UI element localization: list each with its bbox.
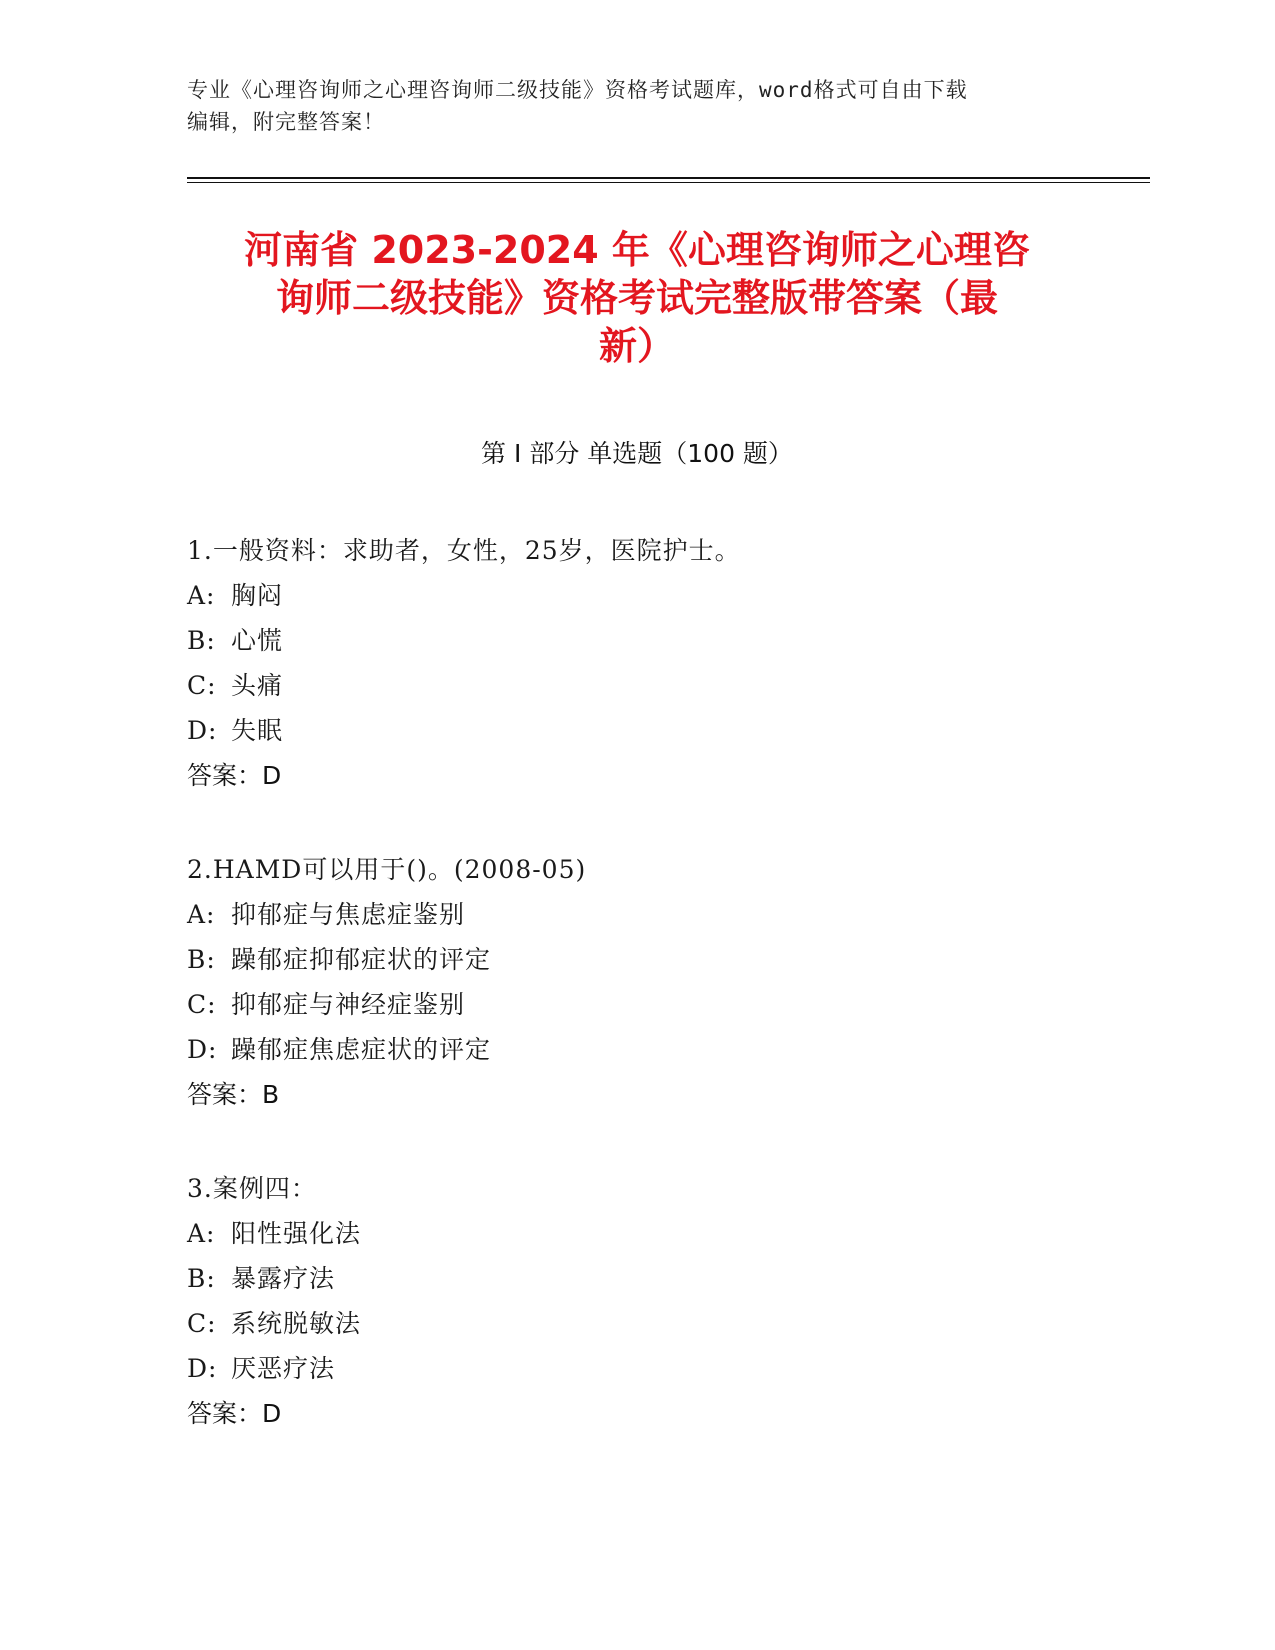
option-c <box>187 663 1087 708</box>
option-a <box>187 892 1087 937</box>
question-stem: 1.一般资料：求助者，女性，25岁，医院护士。 <box>187 536 741 565</box>
question-stem: 3.案例四： <box>187 1174 317 1203</box>
header-rule-thick <box>187 177 1150 179</box>
option-letter: A: <box>187 900 216 929</box>
document-title <box>187 226 1087 370</box>
question-2 <box>187 847 1087 1117</box>
option-b <box>187 618 1087 663</box>
question-3 <box>187 1166 1087 1436</box>
option-d <box>187 1027 1087 1072</box>
option-d <box>187 708 1087 753</box>
option-text: 失眠 <box>231 716 284 745</box>
option-text: 抑郁症与焦虑症鉴别 <box>231 900 466 929</box>
option-text: 厌恶疗法 <box>231 1354 336 1383</box>
option-letter: C: <box>187 990 217 1019</box>
option-text: 暴露疗法 <box>231 1264 336 1293</box>
header-note-line-2: 编辑，附完整答案！ <box>187 110 385 134</box>
answer-prefix: 答案： <box>187 1399 263 1428</box>
answer-prefix: 答案： <box>187 1080 263 1109</box>
option-letter: A: <box>187 1219 216 1248</box>
option-letter: B: <box>187 626 216 655</box>
option-d <box>187 1346 1087 1391</box>
answer-value: D <box>262 761 282 790</box>
document-title-line-2: 询师二级技能》资格考试完整版带答案（最 <box>275 276 998 320</box>
answer-line <box>187 753 1087 798</box>
option-letter: B: <box>187 1264 216 1293</box>
option-letter: A: <box>187 581 216 610</box>
document-title-line-3: 新） <box>598 324 675 368</box>
option-a <box>187 1211 1087 1256</box>
option-text: 心慌 <box>231 626 284 655</box>
option-a <box>187 573 1087 618</box>
header-rule-thin <box>187 182 1150 183</box>
question-stem: 2.HAMD可以用于()。(2008-05) <box>187 855 587 884</box>
option-c <box>187 1301 1087 1346</box>
option-text: 头痛 <box>231 671 284 700</box>
section-title: 第 I 部分 单选题（100 题） <box>481 439 793 468</box>
answer-prefix: 答案： <box>187 761 263 790</box>
option-text: 抑郁症与神经症鉴别 <box>231 990 466 1019</box>
option-letter: D: <box>187 1354 218 1383</box>
option-text: 躁郁症抑郁症状的评定 <box>231 945 492 974</box>
header-note <box>187 74 1067 138</box>
question-1 <box>187 528 1087 798</box>
option-text: 阳性强化法 <box>231 1219 362 1248</box>
option-c <box>187 982 1087 1027</box>
option-letter: C: <box>187 1309 217 1338</box>
document-title-line-1: 河南省 2023-2024 年《心理咨询师之心理咨 <box>244 228 1030 272</box>
option-text: 胸闷 <box>231 581 284 610</box>
answer-line <box>187 1072 1087 1117</box>
option-letter: D: <box>187 1035 218 1064</box>
option-letter: C: <box>187 671 217 700</box>
answer-line <box>187 1391 1087 1436</box>
option-b <box>187 1256 1087 1301</box>
header-note-line-1: 专业《心理咨询师之心理咨询师二级技能》资格考试题库，word格式可自由下载 <box>187 78 968 102</box>
answer-value: B <box>262 1080 280 1109</box>
question-list <box>187 528 1087 1485</box>
answer-value: D <box>262 1399 282 1428</box>
option-b <box>187 937 1087 982</box>
option-letter: B: <box>187 945 216 974</box>
option-letter: D: <box>187 716 218 745</box>
option-text: 躁郁症焦虑症状的评定 <box>231 1035 492 1064</box>
option-text: 系统脱敏法 <box>231 1309 362 1338</box>
